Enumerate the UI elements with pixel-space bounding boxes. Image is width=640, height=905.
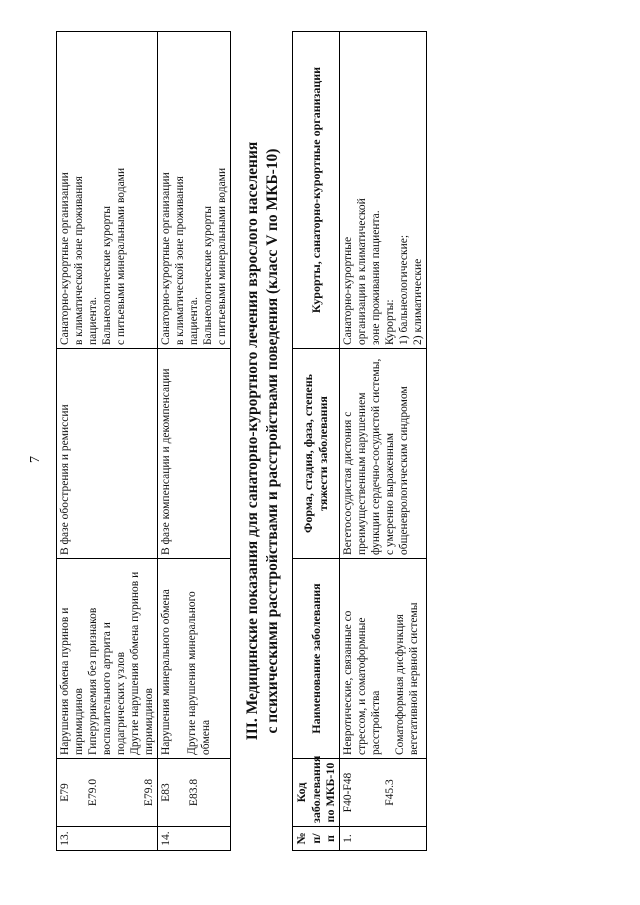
resort-line: Бальнеологические курорты bbox=[202, 205, 215, 345]
icd-code: E79.0 bbox=[87, 778, 100, 807]
resort-line: в климатической зоне проживания bbox=[73, 176, 86, 345]
disease-name: Другие нарушения минерального обмена bbox=[186, 591, 213, 755]
section-title-line: с психическими расстройствами и расстройствами поведения (класс V по МКБ-10) bbox=[263, 148, 281, 734]
disease-names bbox=[158, 559, 231, 759]
section-title-line: III. Медицинские показания для санаторно-курортного лечения взрослого населения bbox=[244, 141, 262, 741]
disease-name: Нарушения минерального обмена bbox=[160, 589, 173, 755]
icd-codes bbox=[158, 759, 231, 827]
icd-code: F40-F48 bbox=[341, 772, 354, 813]
document-body bbox=[56, 31, 427, 851]
icd-code: E79 bbox=[59, 783, 71, 802]
resort-line: Санаторно-курортные организации bbox=[59, 172, 71, 345]
disease-form: В фазе компенсации и декомпенсации bbox=[158, 349, 231, 559]
resort-line: зоне проживания пациента. bbox=[369, 210, 382, 345]
page-number: 7 bbox=[28, 456, 43, 463]
header-code: Код заболевания по МКБ-10 bbox=[292, 759, 339, 827]
header-resorts: Курорты, санаторно-курортные организации bbox=[292, 32, 339, 349]
row-number: 1. bbox=[339, 827, 426, 851]
disease-name: Нарушения обмена пуринов и пиримидинов bbox=[59, 607, 86, 755]
header-form: Форма, стадия, фаза, степень тяжести заболевания bbox=[292, 349, 339, 559]
disease-form: В фазе обострения и ремиссии bbox=[57, 349, 158, 559]
row-number: 13. bbox=[57, 827, 158, 851]
table-row bbox=[57, 32, 158, 851]
resort-line: организации в климатической bbox=[355, 198, 368, 345]
table-mental-disorders bbox=[292, 31, 427, 851]
resort-line: в климатической зоне проживания bbox=[174, 176, 187, 345]
disease-name: Соматоформная дисфункция вегетативной нервной системы bbox=[393, 602, 420, 755]
resort-line: 2) климатические bbox=[411, 258, 424, 345]
disease-name: Другие нарушения обмена пуринов и пиримидинов bbox=[129, 571, 156, 755]
icd-code: E79.8 bbox=[143, 778, 156, 807]
resort-line: Бальнеологические курорты bbox=[101, 205, 114, 345]
resort-line: пациента. bbox=[87, 297, 100, 345]
resorts-cell bbox=[158, 32, 231, 349]
table-endocrine bbox=[56, 31, 231, 851]
resorts-cell bbox=[339, 32, 426, 349]
row-number: 14. bbox=[158, 827, 231, 851]
disease-name: Гиперурикемия без признаков воспалительного артрита и подагрических узлов bbox=[87, 607, 128, 755]
disease-form: Вегетососудистая дистония с преимущественным нарушением функции сердечно-сосудистой системы, с умеренно выраженным общеневрологическим синдромом bbox=[339, 349, 426, 559]
disease-names bbox=[339, 559, 426, 759]
resort-line: с питьевыми минеральными водами bbox=[115, 167, 128, 345]
resort-line: Санаторно-курортные bbox=[341, 236, 354, 345]
table-row bbox=[158, 32, 231, 851]
icd-code: E83 bbox=[160, 783, 173, 802]
section-title bbox=[243, 31, 282, 851]
resort-line: Курорты: bbox=[383, 299, 396, 345]
icd-codes bbox=[339, 759, 426, 827]
header-disease: Наименование заболевания bbox=[292, 559, 339, 759]
resorts-cell bbox=[57, 32, 158, 349]
icd-codes bbox=[57, 759, 158, 827]
table-header-row bbox=[292, 32, 339, 851]
icd-code: E83.8 bbox=[188, 778, 201, 807]
table-row bbox=[339, 32, 426, 851]
resort-line: пациента. bbox=[188, 297, 201, 345]
resort-line: Санаторно-курортные организации bbox=[160, 172, 173, 345]
header-num: № п/п bbox=[292, 827, 339, 851]
icd-code: F45.3 bbox=[383, 779, 396, 806]
disease-names bbox=[57, 559, 158, 759]
disease-name: Невротические, связанные со стрессом, и соматоформные расстройства bbox=[341, 610, 382, 755]
resort-line: с питьевыми минеральными водами bbox=[216, 167, 229, 345]
resort-line: 1) бальнеологические; bbox=[397, 234, 410, 345]
